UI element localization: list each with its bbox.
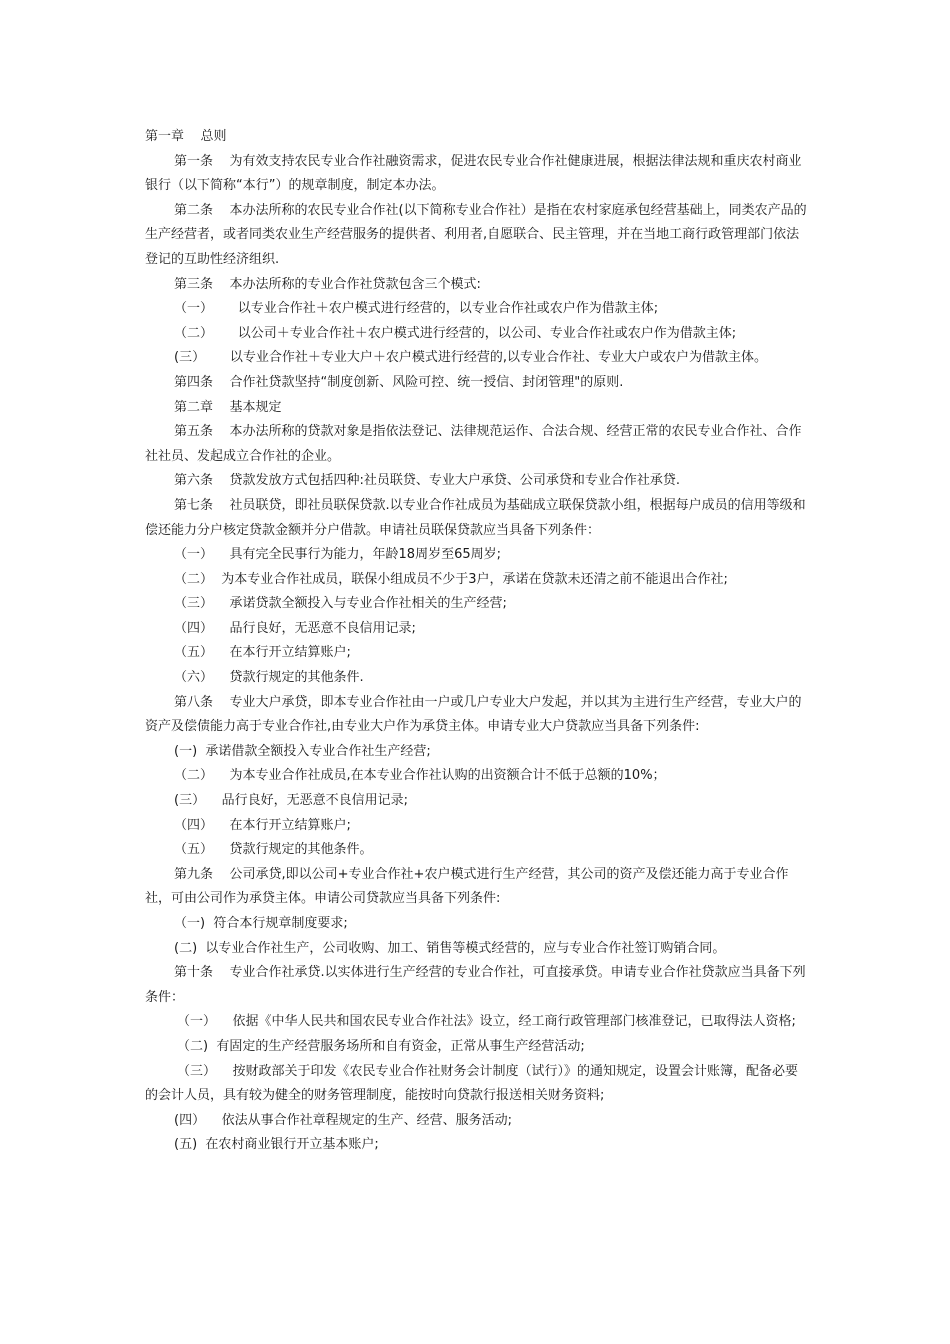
document-paragraph: （六） 贷款行规定的其他条件. xyxy=(174,670,364,686)
document-paragraph: 第五条 本办法所称的贷款对象是指依法登记、法律规范运作、合法合规、经营正常的农民专业合作社、合作社社员、发起成立合作社的企业。 xyxy=(145,424,802,464)
document-paragraph: 第四条 合作社贷款坚持“制度创新、风险可控、统一授信、封闭管理"的原则. xyxy=(174,374,624,390)
document-paragraph: （一） 以专业合作社＋农户模式进行经营的，以专业合作社或农户作为借款主体; xyxy=(174,301,659,317)
document-paragraph: （一） 具有完全民事行为能力，年龄18周岁至65周岁; xyxy=(174,547,501,563)
document-paragraph: （三） 按财政部关于印发《农民专业合作社财务会计制度（试行）》的通知规定，设置会计账簿，配备必要的会计人员，具有较为健全的财务管理制度，能按时向贷款行报送相关财务资料; xyxy=(145,1063,799,1104)
document-paragraph: 第七条 社员联贷，即社员联保贷款.以专业合作社成员为基础成立联保贷款小组，根据每户成员的信用等级和偿还能力分户核定贷款金额并分户借款。申请社员联保贷款应当具备下列条件： xyxy=(145,497,806,538)
document-paragraph: (四） 依法从事合作社章程规定的生产、经营、服务活动; xyxy=(174,1112,512,1128)
document-paragraph: （二） 为本专业合作社成员，联保小组成员不少于3户，承诺在贷款未还清之前不能退出合作社; xyxy=(174,571,728,587)
document-paragraph: （五） 贷款行规定的其他条件。 xyxy=(174,842,373,858)
document-paragraph: (一) 承诺借款全额投入专业合作社生产经营; xyxy=(174,743,431,759)
document-paragraph: （一） 依据《中华人民共和国农民专业合作社法》设立，经工商行政管理部门核准登记，已取得法人资格; xyxy=(177,1014,796,1030)
document-paragraph: 第十条 专业合作社承贷.以实体进行生产经营的专业合作社，可直接承贷。申请专业合作社贷款应当具备下列条件： xyxy=(145,965,806,1005)
document-body xyxy=(145,125,810,1158)
document-paragraph: 第九条 公司承贷,即以公司+专业合作社+农户模式进行生产经营，其公司的资产及偿还能力高于专业合作社，可由公司作为承贷主体。申请公司贷款应当具备下列条件: xyxy=(145,866,789,907)
document-paragraph: (二) 以专业合作社生产，公司收购、加工、销售等模式经营的，应与专业合作社签订购销合同。 xyxy=(174,940,726,956)
document-paragraph: （五） 在本行开立结算账户; xyxy=(174,645,351,661)
document-paragraph: 第六条 贷款发放方式包括四种:社员联贷、专业大户承贷、公司承贷和专业合作社承贷. xyxy=(174,473,681,489)
document-paragraph: 第二章 基本规定 xyxy=(174,399,282,415)
document-paragraph: 第三条 本办法所称的专业合作社贷款包含三个模式: xyxy=(174,276,481,292)
document-paragraph: （二） 以公司＋专业合作社＋农户模式进行经营的，以公司、专业合作社或农户作为借款主体; xyxy=(174,325,737,341)
document-paragraph: （三） 承诺贷款全额投入与专业合作社相关的生产经营; xyxy=(174,596,507,612)
document-paragraph: (三） 以专业合作社＋专业大户＋农户模式进行经营的,以专业合作社、专业大户或农户为借款主体。 xyxy=(174,350,767,366)
document-paragraph: （四） 在本行开立结算账户; xyxy=(174,817,351,833)
document-paragraph: (五) 在农村商业银行开立基本账户; xyxy=(174,1137,379,1153)
document-paragraph: （四） 品行良好，无恶意不良信用记录; xyxy=(174,620,416,636)
document-paragraph: 第二条 本办法所称的农民专业合作社(以下简称专业合作社）是指在农村家庭承包经营基础上，同类农产品的生产经营者，或者同类农业生产经营服务的提供者、利用者,自愿联合、民主管理，并在当地工商行政管理部门依法登记的互助性经济组织. xyxy=(145,202,807,267)
document-paragraph: （二) 有固定的生产经营服务场所和自有资金，正常从事生产经营活动; xyxy=(177,1038,585,1054)
document-paragraph: (三） 品行良好，无恶意不良信用记录; xyxy=(174,793,408,809)
document-paragraph: 第八条 专业大户承贷，即本专业合作社由一户或几户专业大户发起，并以其为主进行生产经营，专业大户的资产及偿债能力高于专业合作社,由专业大户作为承贷主体。申请专业大户贷款应当具备下列条件: xyxy=(145,694,802,735)
document-paragraph: （二） 为本专业合作社成员,在本专业合作社认购的出资额合计不低于总额的10%； xyxy=(174,768,666,784)
document-paragraph: （一) 符合本行规章制度要求; xyxy=(174,916,348,931)
document-paragraph: 第一章 总则 xyxy=(145,129,227,144)
document-paragraph: 第一条 为有效支持农民专业合作社融资需求，促进农民专业合作社健康进展，根据法律法规和重庆农村商业银行（以下简称“本行”）的规章制度，制定本办法。 xyxy=(145,153,802,194)
